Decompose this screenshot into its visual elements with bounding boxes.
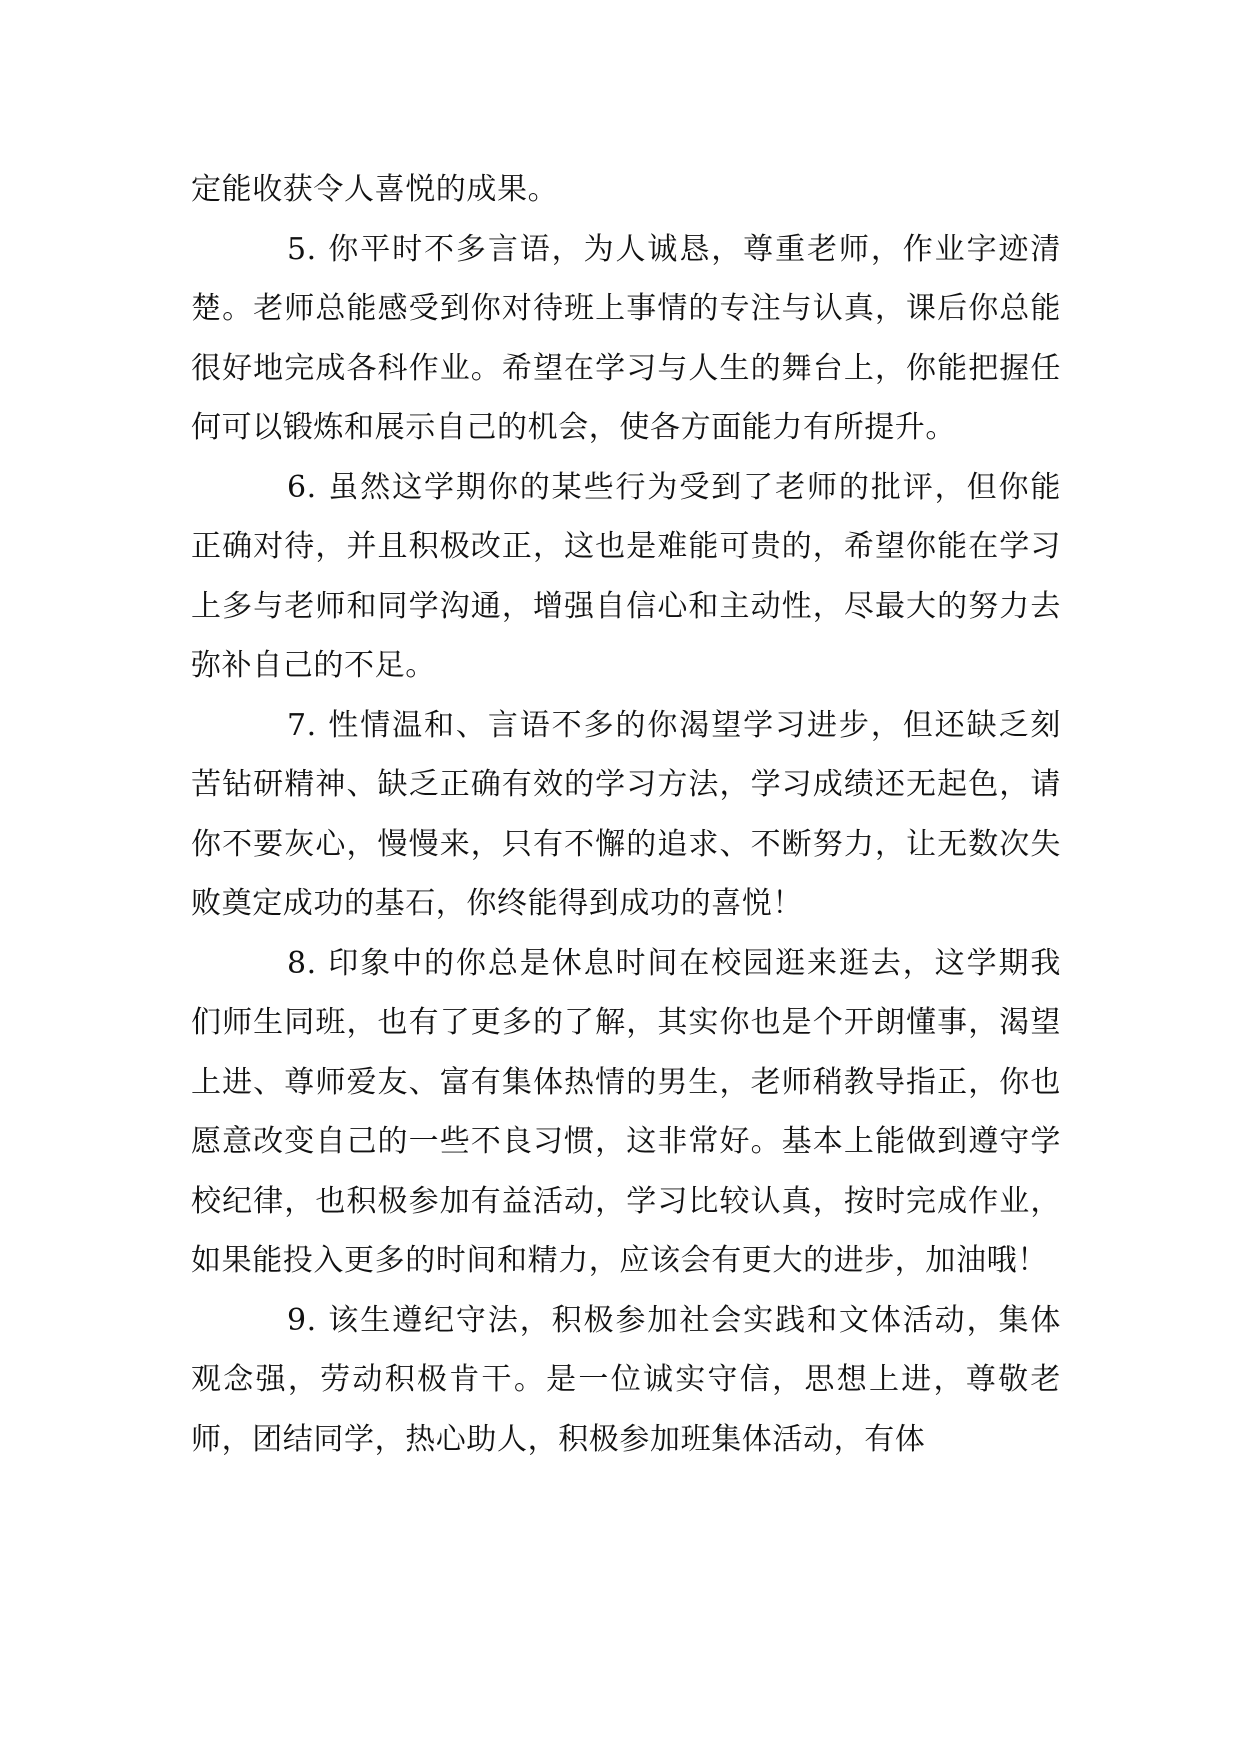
paragraph-item-7: 7. 性情温和、言语不多的你渴望学习进步，但还缺乏刻苦钻研精神、缺乏正确有效的学习方法，学习成绩还无起色，请你不要灰心，慢慢来，只有不懈的追求、不断努力，让无数次失败奠定成功的基石，你终能得到成功的喜悦！ <box>191 707 1061 921</box>
document-body <box>191 160 1061 1469</box>
paragraph-item-8: 8. 印象中的你总是休息时间在校园逛来逛去，这学期我们师生同班，也有了更多的了解，其实你也是个开朗懂事，渴望上进、尊师爱友、富有集体热情的男生，老师稍教导指正，你也愿意改变自己的一些不良习惯，这非常好。基本上能做到遵守学校纪律，也积极参加有益活动，学习比较认真，按时完成作业，如果能投入更多的时间和精力，应该会有更大的进步，加油哦！ <box>191 945 1061 1278</box>
paragraph-item-9: 9. 该生遵纪守法，积极参加社会实践和文体活动，集体观念强，劳动积极肯干。是一位诚实守信，思想上进，尊敬老师，团结同学，热心助人，积极参加班集体活动，有体 <box>191 1302 1061 1457</box>
paragraph-item-6: 6. 虽然这学期你的某些行为受到了老师的批评，但你能正确对待，并且积极改正，这也是难能可贵的，希望你能在学习上多与老师和同学沟通，增强自信心和主动性，尽最大的努力去弥补自己的不足。 <box>191 469 1061 683</box>
paragraph-item-5: 5. 你平时不多言语，为人诚恳，尊重老师，作业字迹清楚。老师总能感受到你对待班上事情的专注与认真，课后你总能很好地完成各科作业。希望在学习与人生的舞台上，你能把握任何可以锻炼和展示自己的机会，使各方面能力有所提升。 <box>191 231 1061 445</box>
paragraph-continuation: 定能收获令人喜悦的成果。 <box>191 172 559 207</box>
